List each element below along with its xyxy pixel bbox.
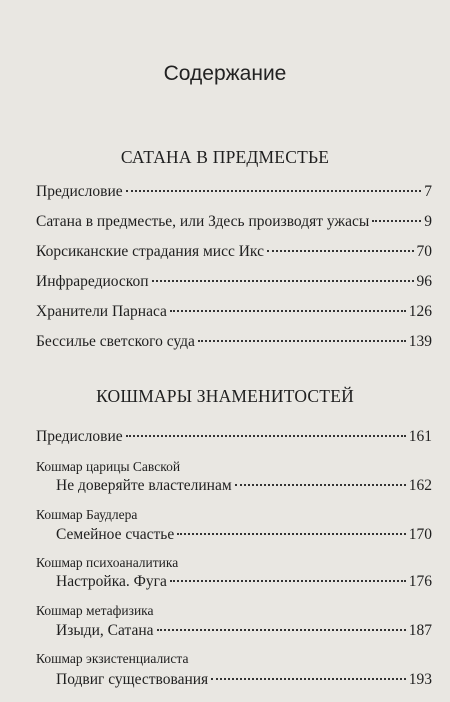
- toc-entry-label: Корсиканские страдания мисс Икс: [36, 243, 264, 260]
- toc-entry[interactable]: [56, 622, 432, 644]
- toc-entry-label: Бессилье светского суда: [36, 333, 195, 350]
- toc-entry-page: 70: [416, 243, 432, 260]
- toc-entry-label: Семейное счастье: [56, 526, 175, 543]
- leader-dots: [126, 435, 406, 437]
- toc-entry[interactable]: [36, 213, 432, 235]
- leader-dots: [170, 580, 406, 582]
- section-heading-satan: САТАНА В ПРЕДМЕСТЬЕ: [120, 147, 330, 167]
- toc-entry-label: Настройка. Фуга: [56, 573, 167, 590]
- leader-dots: [211, 678, 406, 680]
- toc-entry[interactable]: [36, 243, 432, 265]
- leader-dots: [152, 280, 414, 282]
- toc-entry-label: Хранители Парнаса: [36, 303, 167, 320]
- toc-entry-label: Не доверяйте властелинам: [56, 477, 232, 494]
- section-heading-nightmares: КОШМАРЫ ЗНАМЕНИТОСТЕЙ: [96, 386, 354, 406]
- toc-entry-page: 96: [416, 273, 432, 290]
- page-title: Содержание: [163, 62, 287, 85]
- toc-entry[interactable]: [56, 477, 432, 499]
- leader-dots: [170, 310, 406, 312]
- toc-entry-label: Изыди, Сатана: [56, 622, 154, 639]
- leader-dots: [372, 220, 421, 222]
- toc-entry[interactable]: [56, 573, 432, 595]
- leader-dots: [157, 629, 406, 631]
- toc-entry-page: 161: [408, 428, 432, 445]
- toc-entry-label: Подвиг существования: [56, 671, 209, 688]
- toc-entry-page: 187: [408, 622, 432, 639]
- toc-entry-label: Сатана в предместье, или Здесь производят ужасы: [36, 213, 370, 230]
- leader-dots: [198, 340, 406, 342]
- toc-group-title: Кошмар экзистенциалиста: [36, 651, 189, 666]
- toc-entry-page: 162: [408, 477, 432, 494]
- toc-entry[interactable]: [36, 183, 432, 205]
- toc-group-title: Кошмар Баудлера: [36, 507, 138, 522]
- toc-entry[interactable]: [36, 303, 432, 325]
- toc-group-title: Кошмар царицы Савской: [36, 459, 181, 474]
- toc-entry-page: 170: [408, 526, 432, 543]
- leader-dots: [235, 484, 406, 486]
- leader-dots: [126, 190, 422, 192]
- toc-group-title: Кошмар метафизика: [36, 603, 154, 618]
- toc-entry-page: 176: [408, 573, 432, 590]
- toc-entry[interactable]: [36, 333, 432, 355]
- toc-entry[interactable]: [56, 526, 432, 548]
- toc-group-title: Кошмар психоаналитика: [36, 555, 179, 570]
- toc-entry-page: 193: [408, 671, 432, 688]
- toc-entry-label: Предисловие: [36, 428, 123, 445]
- toc-entry[interactable]: [56, 671, 432, 693]
- toc-entry-label: Инфраредиоскоп: [36, 273, 149, 290]
- leader-dots: [267, 250, 414, 252]
- toc-entry-page: 126: [408, 303, 432, 320]
- leader-dots: [177, 533, 406, 535]
- toc-entry-page: 139: [408, 333, 432, 350]
- toc-entry-page: 9: [424, 213, 432, 230]
- toc-entry[interactable]: [36, 273, 432, 295]
- toc-entry[interactable]: [36, 428, 432, 450]
- toc-entry-page: 7: [424, 183, 432, 200]
- toc-entry-label: Предисловие: [36, 183, 123, 200]
